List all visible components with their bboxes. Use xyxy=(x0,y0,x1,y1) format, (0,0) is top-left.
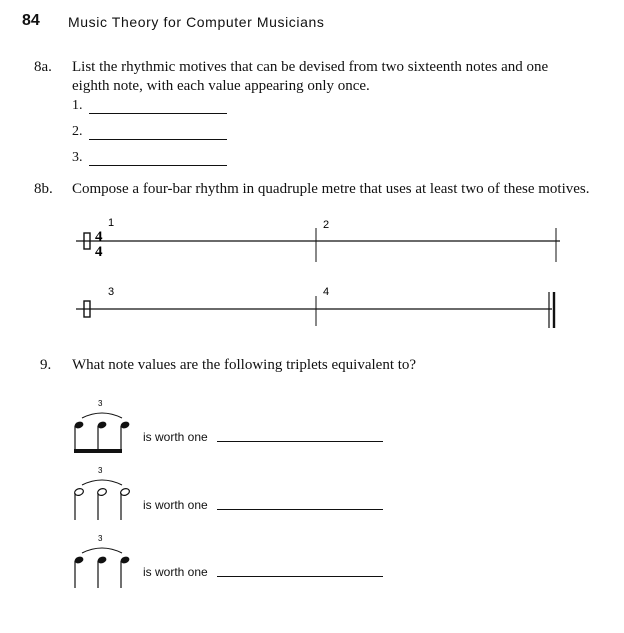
tuplet-bracket-icon xyxy=(82,480,122,485)
rhythm-staff-1 xyxy=(76,217,560,262)
question-8a-line1: List the rhythmic motives that can be devised from two sixteenth notes and one xyxy=(72,59,549,75)
question-8b-text: Compose a four-bar rhythm in quadruple metre that uses at least two of these motives. xyxy=(72,181,590,197)
answer-line-2[interactable] xyxy=(89,127,227,140)
answer-blank-2[interactable] xyxy=(72,124,227,140)
triplet-half-notes xyxy=(74,466,131,520)
tuplet-bracket-icon xyxy=(82,548,122,553)
tuplet-number: 3 xyxy=(98,399,103,408)
question-8b-number: 8b. xyxy=(34,181,53,197)
triplet-2-answer-line[interactable] xyxy=(217,509,383,510)
answer-blank-1[interactable] xyxy=(72,98,227,114)
note-head-icon xyxy=(120,420,131,429)
triplet-1-label: is worth one xyxy=(143,430,208,444)
bar-number-4: 4 xyxy=(323,286,330,298)
answer-line-1[interactable] xyxy=(89,101,227,114)
time-signature-top: 4 xyxy=(95,229,103,245)
tuplet-number: 3 xyxy=(98,466,103,475)
answer-blank-1-label: 1. xyxy=(72,98,83,113)
question-8a-line2: eighth note, with each value appearing only once. xyxy=(72,78,370,94)
answer-line-3[interactable] xyxy=(89,153,227,166)
tuplet-number: 3 xyxy=(98,534,103,543)
answer-blank-2-label: 2. xyxy=(72,124,83,139)
note-head-icon xyxy=(120,487,131,496)
tuplet-bracket-icon xyxy=(82,413,122,418)
question-9-number: 9. xyxy=(40,357,52,373)
note-head-icon xyxy=(120,555,131,564)
answer-blank-3-label: 3. xyxy=(72,150,83,165)
rhythm-staff-2 xyxy=(76,286,554,328)
triplet-beamed-eighths xyxy=(74,399,131,453)
book-title: Music Theory for Computer Musicians xyxy=(68,14,325,30)
triplet-1-answer-line[interactable] xyxy=(217,441,383,442)
bar-number-3: 3 xyxy=(108,286,115,298)
answer-blank-3[interactable] xyxy=(72,150,227,166)
triplet-3-answer-line[interactable] xyxy=(217,576,383,577)
note-head-icon xyxy=(74,420,85,429)
percussion-clef-icon xyxy=(84,301,90,317)
note-head-icon xyxy=(97,420,108,429)
question-8a-text xyxy=(72,58,592,96)
percussion-clef-icon xyxy=(84,233,90,249)
note-beam xyxy=(74,449,122,453)
note-head-icon xyxy=(74,555,85,564)
note-head-icon xyxy=(97,487,108,496)
triplet-2-label: is worth one xyxy=(143,498,208,512)
time-signature-bottom: 4 xyxy=(95,244,103,260)
note-head-icon xyxy=(74,487,85,496)
triplet-3-label: is worth one xyxy=(143,565,208,579)
question-9-text: What note values are the following triplets equivalent to? xyxy=(72,357,417,373)
question-8a-number: 8a. xyxy=(34,59,52,75)
page-number: 84 xyxy=(22,12,40,29)
note-head-icon xyxy=(97,555,108,564)
triplet-quarter-notes xyxy=(74,534,131,588)
bar-number-2: 2 xyxy=(323,219,330,231)
bar-number-1: 1 xyxy=(108,217,115,229)
